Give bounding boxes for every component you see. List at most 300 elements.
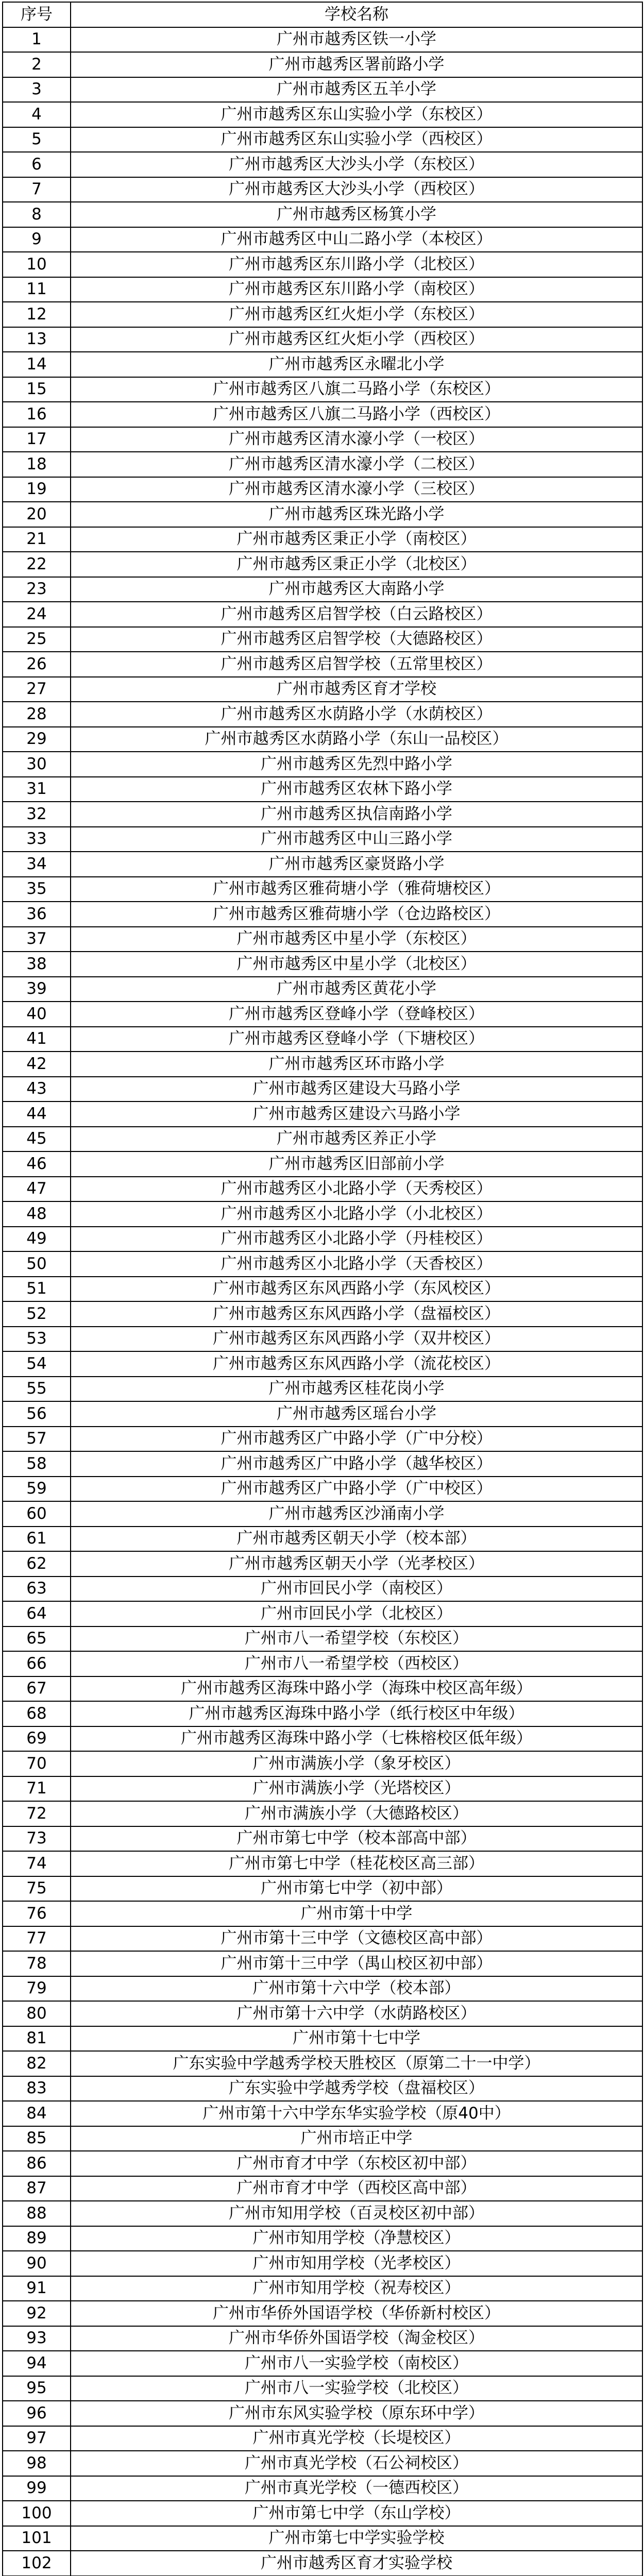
row-school-name: 广州市越秀区启智学校（大德路校区） (71, 627, 642, 652)
row-serial-number: 77 (3, 1926, 71, 1952)
row-school-name: 广州市越秀区登峰小学（下塘校区） (71, 1027, 642, 1052)
row-school-name: 广州市越秀区八旗二马路小学（西校区） (71, 402, 642, 427)
row-serial-number: 10 (3, 252, 71, 277)
row-school-name: 广州市第七中学（校本部高中部） (71, 1826, 642, 1852)
row-school-name: 广州市越秀区五羊小学 (71, 77, 642, 103)
row-serial-number: 27 (3, 677, 71, 702)
row-serial-number: 72 (3, 1801, 71, 1826)
row-school-name: 广州市越秀区永曜北小学 (71, 352, 642, 377)
row-serial-number: 59 (3, 1477, 71, 1502)
row-school-name: 广州市真光学校（长堤校区） (71, 2426, 642, 2451)
row-school-name: 广州市第十六中学东华实验学校（原40中） (71, 2101, 642, 2126)
row-serial-number: 43 (3, 1077, 71, 1102)
table-row (3, 2351, 642, 2376)
table-row (3, 1976, 642, 2002)
table-row (3, 1601, 642, 1626)
row-serial-number: 9 (3, 227, 71, 252)
row-school-name: 广东实验中学越秀学校（盘福校区） (71, 2076, 642, 2102)
row-school-name: 广州市第十中学 (71, 1901, 642, 1926)
table-row (3, 1801, 642, 1826)
table-row (3, 1826, 642, 1852)
table-row (3, 2276, 642, 2301)
row-serial-number: 80 (3, 2001, 71, 2026)
table-row (3, 1127, 642, 1152)
table-row (3, 2151, 642, 2176)
row-school-name: 广州市越秀区黄花小学 (71, 977, 642, 1002)
row-serial-number: 39 (3, 977, 71, 1002)
row-school-name: 广州市越秀区启智学校（五常里校区） (71, 652, 642, 677)
table-row (3, 552, 642, 577)
table-row (3, 1427, 642, 1452)
row-serial-number: 101 (3, 2526, 71, 2551)
row-serial-number: 21 (3, 527, 71, 552)
row-serial-number: 76 (3, 1901, 71, 1926)
table-row (3, 727, 642, 752)
table-row (3, 1776, 642, 1802)
row-school-name: 广州市越秀区雅荷塘小学（雅荷塘校区） (71, 877, 642, 902)
row-school-name: 广州市越秀区东川路小学（北校区） (71, 252, 642, 277)
row-school-name: 广州市育才中学（西校区高中部） (71, 2176, 642, 2201)
row-school-name: 广州市越秀区登峰小学（登峰校区） (71, 1002, 642, 1027)
table-row (3, 177, 642, 202)
row-school-name: 广州市第十七中学 (71, 2026, 642, 2052)
table-row (3, 1851, 642, 1876)
row-school-name: 广州市越秀区红火炬小学（东校区） (71, 302, 642, 327)
table-row (3, 852, 642, 877)
row-school-name: 广州市八一希望学校（西校区） (71, 1651, 642, 1676)
row-serial-number: 65 (3, 1626, 71, 1652)
row-school-name: 广州市知用学校（百灵校区初中部） (71, 2201, 642, 2226)
row-school-name: 广州市越秀区瑶台小学 (71, 1401, 642, 1427)
table-row (3, 1876, 642, 1902)
row-serial-number: 95 (3, 2376, 71, 2401)
table-row (3, 1377, 642, 1402)
row-serial-number: 2 (3, 52, 71, 77)
table-row (3, 2001, 642, 2026)
row-serial-number: 60 (3, 1501, 71, 1527)
table-row (3, 1327, 642, 1352)
row-school-name: 广州市第七中学（初中部） (71, 1876, 642, 1902)
table-row (3, 2026, 642, 2052)
table-row (3, 1151, 642, 1177)
row-school-name: 广州市第七中学（东山学校） (71, 2501, 642, 2526)
row-serial-number: 83 (3, 2076, 71, 2102)
row-school-name: 广州市越秀区中山二路小学（本校区） (71, 227, 642, 252)
table-row (3, 2076, 642, 2102)
row-serial-number: 75 (3, 1876, 71, 1902)
row-serial-number: 42 (3, 1052, 71, 1077)
row-school-name: 广州市越秀区育才实验学校 (71, 2551, 642, 2576)
row-serial-number: 88 (3, 2201, 71, 2226)
row-serial-number: 84 (3, 2101, 71, 2126)
row-serial-number: 37 (3, 927, 71, 952)
table-row (3, 77, 642, 103)
row-school-name: 广州市越秀区水荫路小学（水荫校区） (71, 702, 642, 727)
row-school-name: 广州市越秀区小北路小学（丹桂校区） (71, 1227, 642, 1252)
row-school-name: 广州市越秀区水荫路小学（东山一品校区） (71, 727, 642, 752)
row-school-name: 广州市越秀区大南路小学 (71, 577, 642, 602)
row-serial-number: 63 (3, 1577, 71, 1602)
row-serial-number: 87 (3, 2176, 71, 2201)
row-serial-number: 62 (3, 1551, 71, 1577)
table-row (3, 1277, 642, 1302)
row-serial-number: 73 (3, 1826, 71, 1852)
row-school-name: 广州市越秀区朝天小学（光孝校区） (71, 1551, 642, 1577)
table-row (3, 102, 642, 127)
row-school-name: 广州市满族小学（象牙校区） (71, 1751, 642, 1776)
row-serial-number: 1 (3, 27, 71, 53)
row-school-name: 广州市越秀区中星小学（东校区） (71, 927, 642, 952)
row-school-name: 广州市越秀区中星小学（北校区） (71, 952, 642, 977)
row-school-name: 广州市越秀区秉正小学（北校区） (71, 552, 642, 577)
table-row (3, 52, 642, 77)
table-row (3, 2226, 642, 2251)
table-row (3, 277, 642, 302)
row-serial-number: 64 (3, 1601, 71, 1626)
row-serial-number: 17 (3, 427, 71, 452)
row-serial-number: 32 (3, 802, 71, 827)
row-school-name: 广州市八一实验学校（北校区） (71, 2376, 642, 2401)
row-serial-number: 78 (3, 1951, 71, 1976)
row-school-name: 广州市满族小学（光塔校区） (71, 1776, 642, 1802)
row-school-name: 广州市回民小学（北校区） (71, 1601, 642, 1626)
table-row (3, 2326, 642, 2351)
row-serial-number: 16 (3, 402, 71, 427)
table-row (3, 1651, 642, 1676)
row-school-name: 广州市越秀区秉正小学（南校区） (71, 527, 642, 552)
row-serial-number: 71 (3, 1776, 71, 1802)
row-serial-number: 40 (3, 1002, 71, 1027)
table-row (3, 1451, 642, 1477)
row-serial-number: 5 (3, 127, 71, 152)
table-row (3, 1351, 642, 1377)
row-serial-number: 29 (3, 727, 71, 752)
table-row (3, 1551, 642, 1577)
row-serial-number: 49 (3, 1227, 71, 1252)
row-school-name: 广州市越秀区八旗二马路小学（东校区） (71, 377, 642, 402)
table-row (3, 2051, 642, 2076)
row-school-name: 广州市越秀区育才学校 (71, 677, 642, 702)
row-school-name: 广州市越秀区东山实验小学（东校区） (71, 102, 642, 127)
row-serial-number: 53 (3, 1327, 71, 1352)
table-row (3, 427, 642, 452)
row-serial-number: 44 (3, 1101, 71, 1127)
row-school-name: 广州市越秀区小北路小学（小北校区） (71, 1201, 642, 1227)
row-serial-number: 18 (3, 452, 71, 477)
table-row (3, 152, 642, 177)
row-school-name: 广州市越秀区东风西路小学（盘福校区） (71, 1301, 642, 1327)
row-serial-number: 30 (3, 752, 71, 777)
table-row (3, 677, 642, 702)
row-school-name: 广州市八一希望学校（东校区） (71, 1626, 642, 1652)
row-serial-number: 28 (3, 702, 71, 727)
table-row (3, 402, 642, 427)
row-serial-number: 54 (3, 1351, 71, 1377)
table-row (3, 377, 642, 402)
table-row (3, 777, 642, 802)
row-serial-number: 33 (3, 827, 71, 852)
row-serial-number: 98 (3, 2451, 71, 2476)
row-school-name: 广州市越秀区海珠中路小学（纸行校区中年级） (71, 1701, 642, 1726)
row-serial-number: 11 (3, 277, 71, 302)
table-row (3, 1027, 642, 1052)
row-school-name: 广州市越秀区红火炬小学（西校区） (71, 327, 642, 352)
row-serial-number: 38 (3, 952, 71, 977)
row-school-name: 广州市越秀区沙涌南小学 (71, 1501, 642, 1527)
row-serial-number: 8 (3, 202, 71, 227)
row-school-name: 广州市第七中学（桂花校区高三部） (71, 1851, 642, 1876)
row-school-name: 广州市越秀区东风西路小学（双井校区） (71, 1327, 642, 1352)
table-row (3, 1177, 642, 1202)
table-row (3, 1751, 642, 1776)
row-serial-number: 99 (3, 2476, 71, 2501)
row-serial-number: 22 (3, 552, 71, 577)
table-row (3, 602, 642, 627)
table-row (3, 752, 642, 777)
row-school-name: 广州市培正中学 (71, 2126, 642, 2151)
table-row (3, 902, 642, 927)
row-school-name: 广州市越秀区建设六马路小学 (71, 1101, 642, 1127)
row-school-name: 广州市越秀区豪贤路小学 (71, 852, 642, 877)
row-school-name: 广东实验中学越秀学校天胜校区（原第二十一中学） (71, 2051, 642, 2076)
header-school-name: 学校名称 (71, 2, 642, 27)
table-row (3, 927, 642, 952)
row-serial-number: 50 (3, 1251, 71, 1277)
table-row (3, 627, 642, 652)
row-school-name: 广州市越秀区东风西路小学（东风校区） (71, 1277, 642, 1302)
table-row (3, 1726, 642, 1752)
row-serial-number: 19 (3, 477, 71, 502)
row-school-name: 广州市回民小学（南校区） (71, 1577, 642, 1602)
table-row (3, 202, 642, 227)
row-serial-number: 31 (3, 777, 71, 802)
row-school-name: 广州市知用学校（祝寿校区） (71, 2276, 642, 2301)
row-serial-number: 35 (3, 877, 71, 902)
row-school-name: 广州市满族小学（大德路校区） (71, 1801, 642, 1826)
table-row (3, 1052, 642, 1077)
row-school-name: 广州市华侨外国语学校（淘金校区） (71, 2326, 642, 2351)
row-serial-number: 57 (3, 1427, 71, 1452)
table-row (3, 252, 642, 277)
row-school-name: 广州市第十六中学（校本部） (71, 1976, 642, 2002)
row-serial-number: 34 (3, 852, 71, 877)
row-school-name: 广州市越秀区海珠中路小学（海珠中校区高年级） (71, 1676, 642, 1702)
row-serial-number: 41 (3, 1027, 71, 1052)
row-serial-number: 46 (3, 1151, 71, 1177)
row-serial-number: 81 (3, 2026, 71, 2052)
table-row (3, 2376, 642, 2401)
school-list-table (2, 2, 643, 2576)
table-row (3, 2401, 642, 2426)
row-serial-number: 92 (3, 2301, 71, 2326)
table-row (3, 2501, 642, 2526)
row-serial-number: 26 (3, 652, 71, 677)
table-row (3, 1926, 642, 1952)
table-row (3, 1227, 642, 1252)
table-row (3, 1201, 642, 1227)
table-row (3, 302, 642, 327)
table-row (3, 2301, 642, 2326)
table-row (3, 2426, 642, 2451)
table-row (3, 652, 642, 677)
table-row (3, 877, 642, 902)
table-row (3, 1676, 642, 1702)
row-serial-number: 74 (3, 1851, 71, 1876)
table-row (3, 352, 642, 377)
row-school-name: 广州市越秀区铁一小学 (71, 27, 642, 53)
table-row (3, 827, 642, 852)
table-row (3, 1626, 642, 1652)
row-school-name: 广州市越秀区启智学校（白云路校区） (71, 602, 642, 627)
table-row (3, 2451, 642, 2476)
table-row (3, 477, 642, 502)
row-serial-number: 51 (3, 1277, 71, 1302)
table-row (3, 1251, 642, 1277)
row-school-name: 广州市越秀区先烈中路小学 (71, 752, 642, 777)
table-row (3, 952, 642, 977)
row-serial-number: 23 (3, 577, 71, 602)
table-row (3, 1301, 642, 1327)
row-serial-number: 13 (3, 327, 71, 352)
table-row (3, 1527, 642, 1552)
row-serial-number: 14 (3, 352, 71, 377)
row-serial-number: 68 (3, 1701, 71, 1726)
table-row (3, 327, 642, 352)
row-school-name: 广州市真光学校（一德西校区） (71, 2476, 642, 2501)
table-row (3, 2176, 642, 2201)
row-serial-number: 69 (3, 1726, 71, 1752)
row-serial-number: 70 (3, 1751, 71, 1776)
row-school-name: 广州市越秀区执信南路小学 (71, 802, 642, 827)
table-row (3, 2126, 642, 2151)
table-row (3, 1951, 642, 1976)
table-row (3, 502, 642, 527)
table-row (3, 2476, 642, 2501)
row-school-name: 广州市越秀区朝天小学（校本部） (71, 1527, 642, 1552)
row-serial-number: 94 (3, 2351, 71, 2376)
row-serial-number: 56 (3, 1401, 71, 1427)
row-school-name: 广州市越秀区大沙头小学（西校区） (71, 177, 642, 202)
row-serial-number: 79 (3, 1976, 71, 2002)
row-school-name: 广州市第七中学实验学校 (71, 2526, 642, 2551)
table-row (3, 27, 642, 53)
table-row (3, 1401, 642, 1427)
row-serial-number: 45 (3, 1127, 71, 1152)
row-school-name: 广州市越秀区小北路小学（天香校区） (71, 1251, 642, 1277)
row-school-name: 广州市越秀区广中路小学（广中分校） (71, 1427, 642, 1452)
row-school-name: 广州市越秀区东川路小学（南校区） (71, 277, 642, 302)
table-row (3, 2101, 642, 2126)
table-row (3, 1577, 642, 1602)
row-school-name: 广州市育才中学（东校区初中部） (71, 2151, 642, 2176)
row-serial-number: 67 (3, 1676, 71, 1702)
row-serial-number: 25 (3, 627, 71, 652)
row-school-name: 广州市越秀区海珠中路小学（七株榕校区低年级） (71, 1726, 642, 1752)
row-serial-number: 89 (3, 2226, 71, 2251)
row-serial-number: 66 (3, 1651, 71, 1676)
row-serial-number: 97 (3, 2426, 71, 2451)
row-serial-number: 58 (3, 1451, 71, 1477)
row-serial-number: 100 (3, 2501, 71, 2526)
row-school-name: 广州市越秀区署前路小学 (71, 52, 642, 77)
table-row (3, 1002, 642, 1027)
row-serial-number: 36 (3, 902, 71, 927)
table-row (3, 2201, 642, 2226)
row-school-name: 广州市越秀区清水濠小学（三校区） (71, 477, 642, 502)
row-school-name: 广州市越秀区环市路小学 (71, 1052, 642, 1077)
row-serial-number: 82 (3, 2051, 71, 2076)
row-serial-number: 6 (3, 152, 71, 177)
row-school-name: 广州市越秀区中山三路小学 (71, 827, 642, 852)
header-serial-number: 序号 (3, 2, 71, 27)
row-serial-number: 48 (3, 1201, 71, 1227)
table-row (3, 977, 642, 1002)
row-school-name: 广州市知用学校（净慧校区） (71, 2226, 642, 2251)
row-serial-number: 52 (3, 1301, 71, 1327)
row-school-name: 广州市真光学校（石公祠校区） (71, 2451, 642, 2476)
row-school-name: 广州市越秀区雅荷塘小学（仓边路校区） (71, 902, 642, 927)
row-serial-number: 4 (3, 102, 71, 127)
table-row (3, 702, 642, 727)
table-body (3, 27, 642, 2576)
table-row (3, 1101, 642, 1127)
row-school-name: 广州市东风实验学校（原东环中学） (71, 2401, 642, 2426)
row-school-name: 广州市越秀区建设大马路小学 (71, 1077, 642, 1102)
row-serial-number: 12 (3, 302, 71, 327)
row-serial-number: 85 (3, 2126, 71, 2151)
row-school-name: 广州市越秀区杨箕小学 (71, 202, 642, 227)
table-row (3, 2551, 642, 2576)
table-row (3, 2526, 642, 2551)
table-row (3, 577, 642, 602)
row-serial-number: 96 (3, 2401, 71, 2426)
row-school-name: 广州市越秀区珠光路小学 (71, 502, 642, 527)
row-school-name: 广州市第十三中学（文德校区高中部） (71, 1926, 642, 1952)
table-row (3, 227, 642, 252)
table-row (3, 1901, 642, 1926)
table-row (3, 802, 642, 827)
header-row (3, 2, 642, 27)
row-serial-number: 20 (3, 502, 71, 527)
row-school-name: 广州市越秀区大沙头小学（东校区） (71, 152, 642, 177)
row-school-name: 广州市八一实验学校（南校区） (71, 2351, 642, 2376)
row-school-name: 广州市第十六中学（水荫路校区） (71, 2001, 642, 2026)
row-school-name: 广州市越秀区农林下路小学 (71, 777, 642, 802)
table-row (3, 1477, 642, 1502)
row-serial-number: 93 (3, 2326, 71, 2351)
row-serial-number: 102 (3, 2551, 71, 2576)
row-school-name: 广州市越秀区广中路小学（广中校区） (71, 1477, 642, 1502)
table-row (3, 1077, 642, 1102)
row-school-name: 广州市越秀区东山实验小学（西校区） (71, 127, 642, 152)
table-row (3, 452, 642, 477)
row-school-name: 广州市越秀区旧部前小学 (71, 1151, 642, 1177)
row-school-name: 广州市华侨外国语学校（华侨新村校区） (71, 2301, 642, 2326)
row-serial-number: 15 (3, 377, 71, 402)
row-school-name: 广州市越秀区养正小学 (71, 1127, 642, 1152)
row-serial-number: 3 (3, 77, 71, 103)
table-row (3, 1701, 642, 1726)
row-school-name: 广州市知用学校（光孝校区） (71, 2251, 642, 2276)
row-school-name: 广州市第十三中学（禺山校区初中部） (71, 1951, 642, 1976)
row-serial-number: 86 (3, 2151, 71, 2176)
row-serial-number: 7 (3, 177, 71, 202)
row-school-name: 广州市越秀区小北路小学（天秀校区） (71, 1177, 642, 1202)
row-serial-number: 61 (3, 1527, 71, 1552)
table-row (3, 1501, 642, 1527)
row-serial-number: 91 (3, 2276, 71, 2301)
table-row (3, 2251, 642, 2276)
